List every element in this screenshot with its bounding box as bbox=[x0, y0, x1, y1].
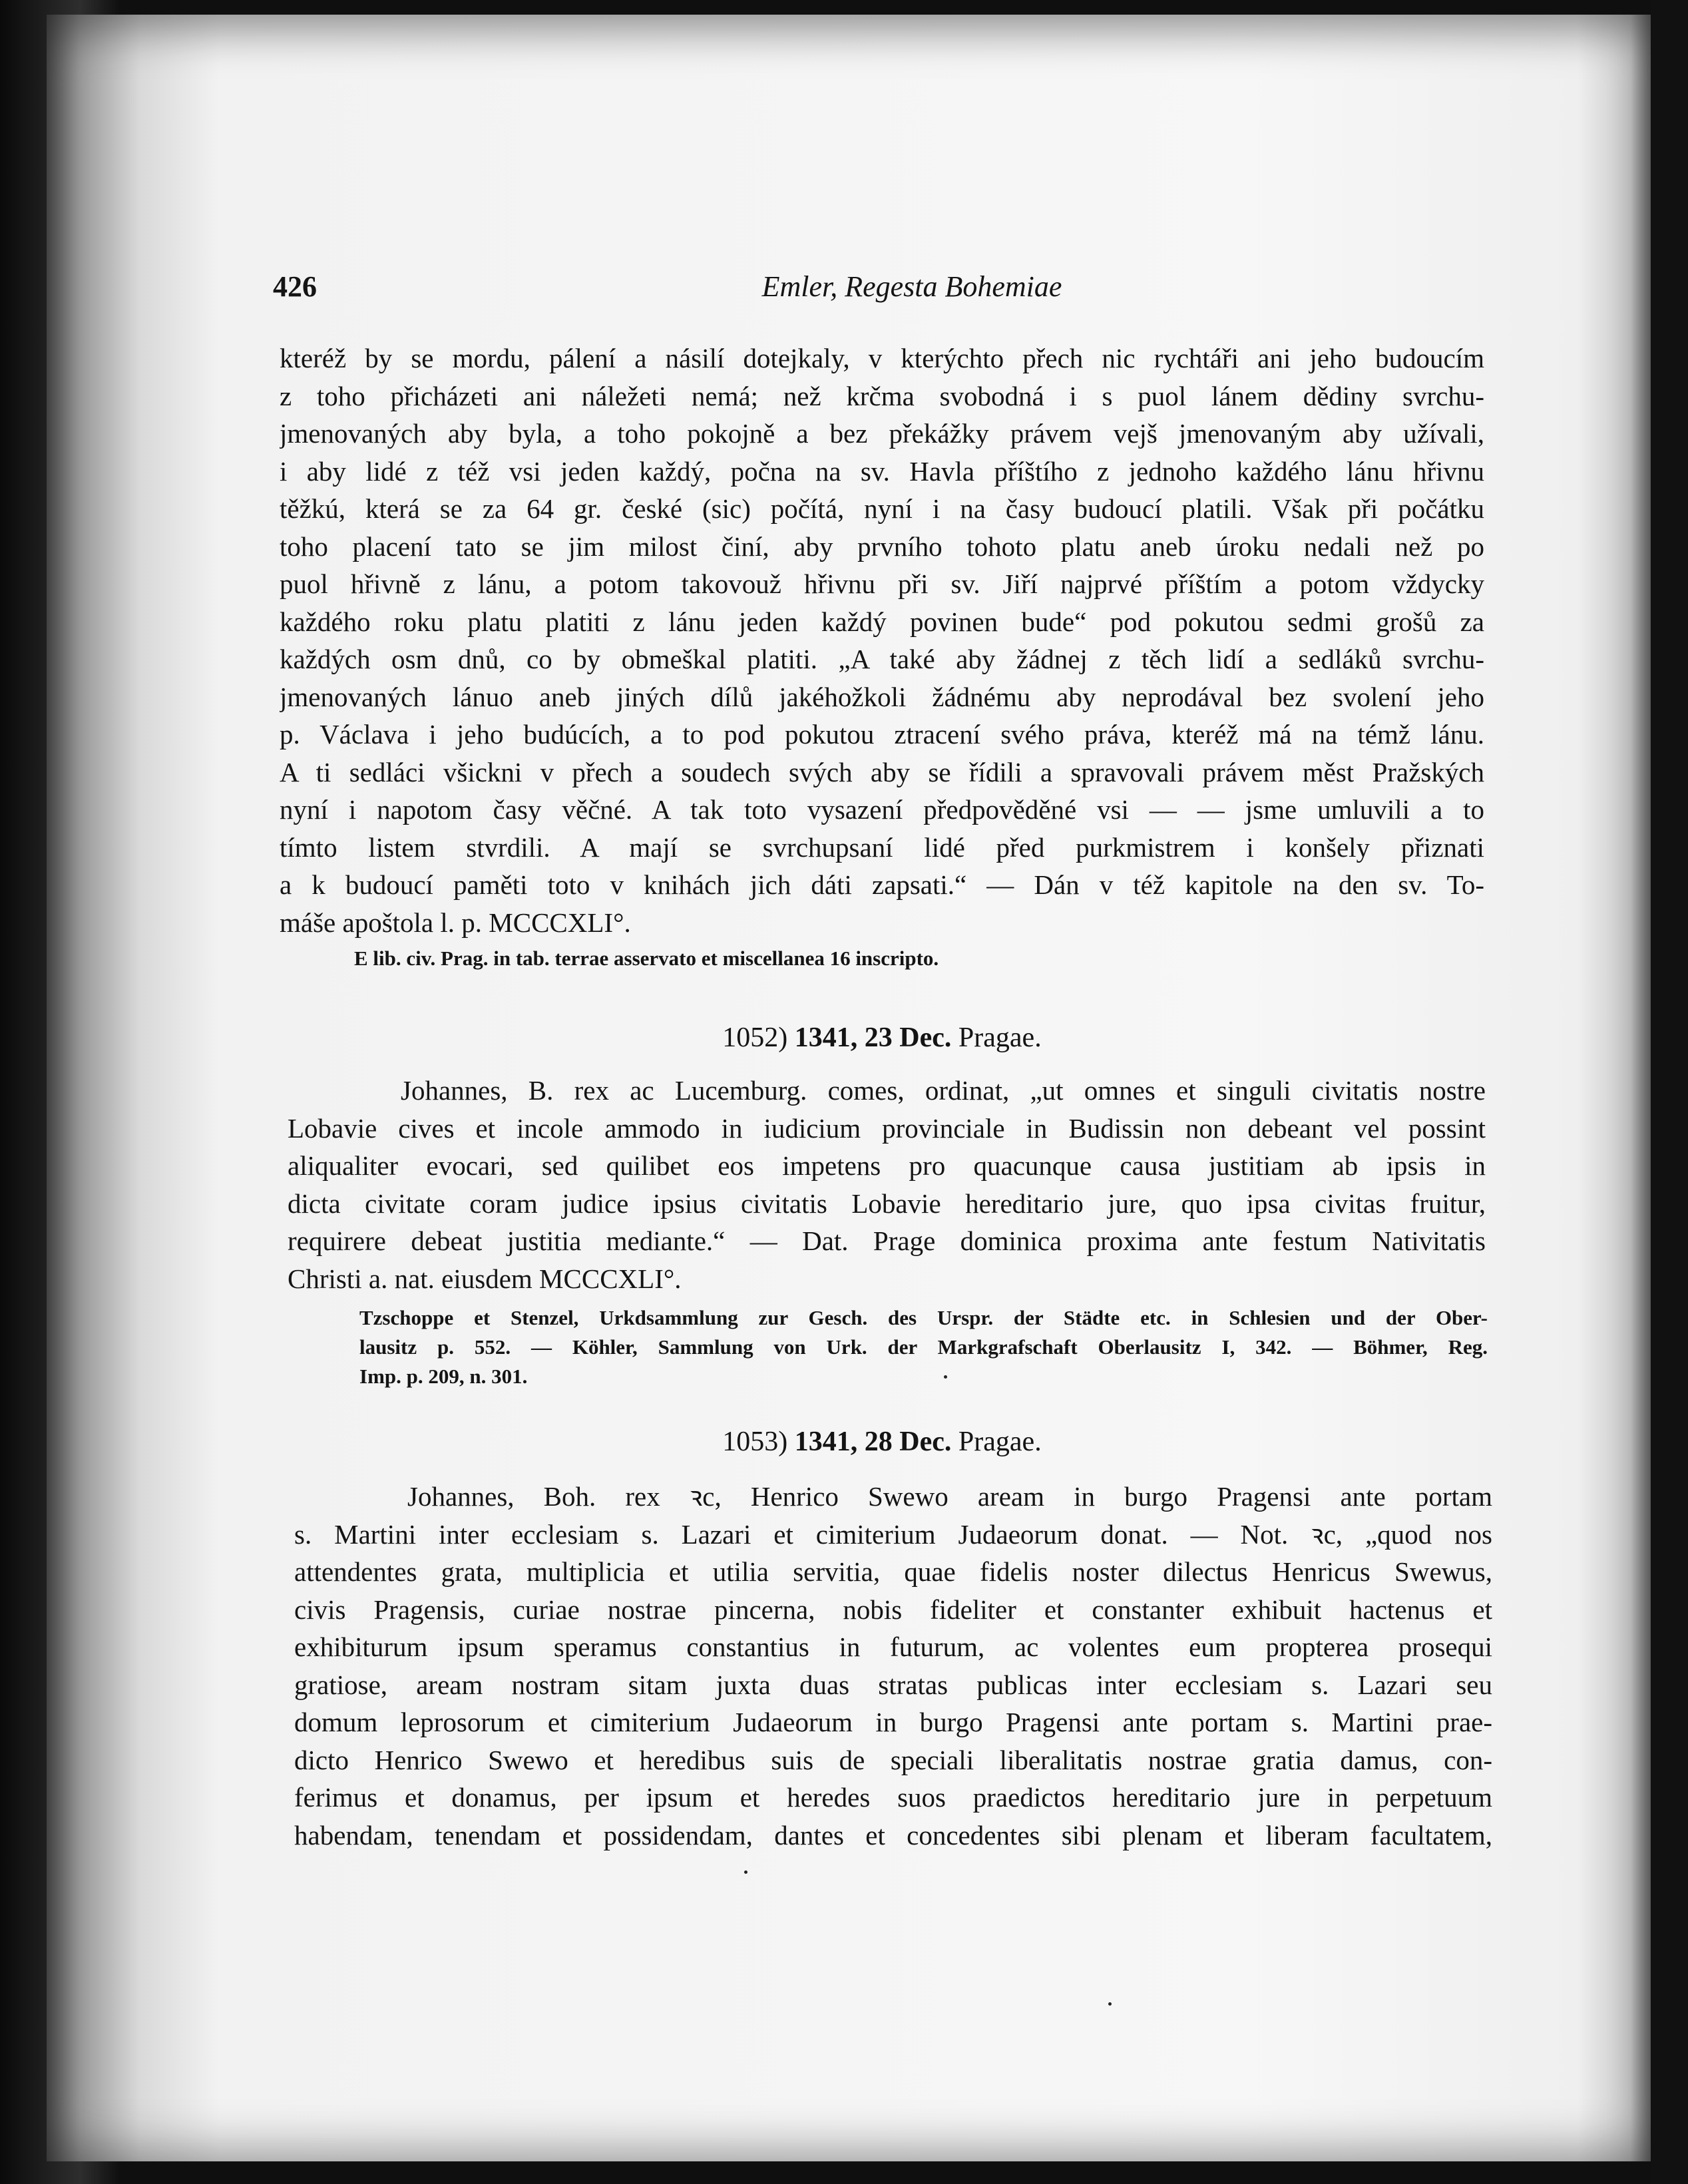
entry-heading-1052 bbox=[280, 1022, 1484, 1054]
text-line: habendam, tenendam et possidendam, dantes et concedentes sibi plenam et liberam facultatem, bbox=[294, 1819, 1492, 1851]
text-line: p. Václava i jeho budúcích, a to pod pokutou ztracení svého práva, kteréž má na témž lánu. bbox=[280, 719, 1484, 750]
print-speck bbox=[1108, 2002, 1112, 2006]
source-line: Tzschoppe et Stenzel, Urkdsammlung zur Gesch. des Urspr. der Städte etc. in Schlesien und der Ober- bbox=[359, 1306, 1488, 1329]
text-line: s. Martini inter ecclesiam s. Lazari et cimiterium Judaeorum donat. — Not. ꝛc, „quod nos bbox=[294, 1518, 1492, 1550]
text-line: máše apoštola l. p. MCCCXLI°. bbox=[280, 907, 631, 938]
text-line: každého roku platu platiti z lánu jeden každý povinen bude“ pod pokutou sedmi grošů za bbox=[280, 606, 1484, 637]
text-line: Lobavie cives et incole ammodo in iudicium provinciale in Budissin non debeant vel possint bbox=[288, 1112, 1486, 1144]
text-line: i aby lidé z též vsi jeden každý, počna na sv. Havla příštího z jednoho každého lánu hřivnu bbox=[280, 455, 1484, 487]
running-title: Emler, Regesta Bohemiae bbox=[761, 270, 1062, 303]
source-line: E lib. civ. Prag. in tab. terrae asservato et miscellanea 16 inscripto. bbox=[354, 947, 939, 970]
text-line: jmenovaných lánuo aneb jiných dílů jakéhožkoli žádnému aby neprodával bez svolení jeho bbox=[280, 681, 1484, 712]
text-line: dicta civitate coram judice ipsius civitatis Lobavie hereditario jure, quo ipsa civitas fruitur, bbox=[288, 1188, 1486, 1219]
text-line: exhibiturum ipsum speramus constantius in futurum, ac volentes eum propterea prosequi bbox=[294, 1632, 1492, 1662]
source-line: lausitz p. 552. — Köhler, Sammlung von Urk. der Markgrafschaft Oberlausitz I, 342. — Böhmer, Reg. bbox=[359, 1335, 1488, 1359]
source-citation bbox=[354, 944, 1486, 973]
entry-date: 1341, 28 Dec. bbox=[794, 1426, 952, 1457]
source-line: Imp. p. 209, n. 301. bbox=[359, 1365, 528, 1388]
entry-place: Pragae. bbox=[958, 1426, 1042, 1457]
text-line: těžkú, která se za 64 gr. české (sic) počítá, nyní i na časy budoucí platili. Však při počátku bbox=[280, 493, 1484, 524]
print-speck bbox=[744, 1870, 747, 1874]
text-line: každých osm dnů, co by obmeškal platiti. „A také aby žádnej z těch lidí a sedláků svrchu- bbox=[280, 644, 1484, 674]
entry-number: 1052) bbox=[722, 1022, 788, 1053]
text-line: dicto Henrico Swewo et heredibus suis de speciali liberalitatis nostrae gratia damus, con- bbox=[294, 1744, 1492, 1775]
text-line: gratiose, aream nostram sitam juxta duas stratas publicas inter ecclesiam s. Lazari seu bbox=[294, 1669, 1492, 1700]
print-speck bbox=[944, 1375, 947, 1379]
entry-date: 1341, 23 Dec. bbox=[794, 1022, 952, 1053]
text-line: attendentes grata, multiplicia et utilia servitia, quae fidelis noster dilectus Henricus Swewus, bbox=[294, 1556, 1492, 1587]
text-line: tímto listem stvrdili. A mají se svrchupsaní lidé před purkmistrem i konšely přiznati bbox=[280, 831, 1484, 863]
text-line: A ti sedláci všickni v přech a soudech svých aby se řídili a spravovali právem měst Pražských bbox=[280, 756, 1484, 787]
text-line: Johannes, B. rex ac Lucemburg. comes, ordinat, „ut omnes et singuli civitatis nostre bbox=[401, 1075, 1486, 1106]
continuation-paragraph bbox=[280, 339, 1484, 941]
source-citation bbox=[359, 1303, 1488, 1391]
page-header bbox=[273, 270, 1524, 310]
text-line: toho placení tato se jim milost činí, aby prvního tohoto platu aneb úroku nedali než po bbox=[280, 531, 1484, 562]
page-number: 426 bbox=[273, 270, 317, 303]
entry-1053-text bbox=[294, 1478, 1492, 1854]
text-line: aliqualiter evocari, sed quilibet eos impetens pro quacunque causa justitiam ab ipsis in bbox=[288, 1150, 1486, 1181]
text-line: nyní i napotom časy věčné. A tak toto vysazení předpověděné vsi — — jsme umluvili a to bbox=[280, 794, 1484, 825]
entry-1052-text bbox=[288, 1072, 1486, 1297]
text-line: Johannes, Boh. rex ꝛc, Henrico Swewo aream in burgo Pragensi ante portam bbox=[407, 1481, 1492, 1512]
scan-right-edge bbox=[1651, 0, 1688, 2184]
text-line: a k budoucí paměti toto v knihách jich dáti zapsati.“ — Dán v též kapitole na den sv. To- bbox=[280, 869, 1484, 900]
text-line: ferimus et donamus, per ipsum et heredes suos praedictos hereditario jure in perpetuum bbox=[294, 1782, 1492, 1813]
text-line: jmenovaných aby byla, a toho pokojně a bez překážky právem vejš jmenovaným aby užívali, bbox=[280, 418, 1484, 449]
entry-heading-1053 bbox=[280, 1426, 1484, 1458]
entry-number: 1053) bbox=[722, 1426, 788, 1457]
text-line: kteréž by se mordu, pálení a násilí dotejkaly, v kterýchto přech nic rychtáři ani jeho budoucím bbox=[280, 343, 1484, 373]
text-line: requirere debeat justitia mediante.“ — Dat. Prage dominica proxima ante festum Nativitatis bbox=[288, 1225, 1486, 1256]
text-line: civis Pragensis, curiae nostrae pincerna, nobis fideliter et constanter exhibuit hactenus et bbox=[294, 1594, 1492, 1625]
text-line: puol hřivně z lánu, a potom takovouž hřivnu při sv. Jiří najprvé příštím a potom vždycky bbox=[280, 568, 1484, 599]
text-line: z toho přicházeti ani náležeti nemá; než krčma svobodná i s puol lánem dědiny svrchu- bbox=[280, 380, 1484, 411]
text-line: domum leprosorum et cimiterium Judaeorum in burgo Pragensi ante portam s. Martini prae- bbox=[294, 1707, 1492, 1737]
entry-place: Pragae. bbox=[958, 1022, 1042, 1053]
text-line: Christi a. nat. eiusdem MCCCXLI°. bbox=[288, 1263, 682, 1294]
